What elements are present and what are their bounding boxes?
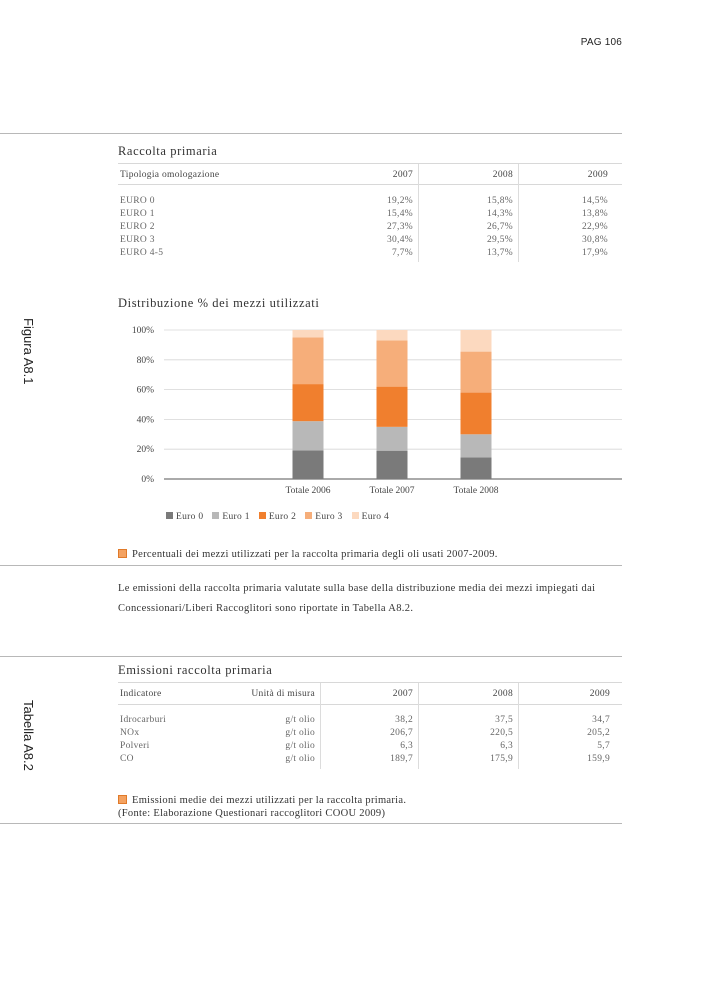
y-tick-label: 60% (136, 385, 154, 396)
table1-col-divider (418, 164, 419, 262)
section-divider (0, 565, 622, 566)
x-tick-label: Totale 2006 (285, 486, 331, 496)
table1-cell-value: 19,2% (386, 196, 413, 206)
section-divider (0, 133, 622, 134)
table2-header-2007: 2007 (392, 689, 413, 699)
bar-segment (377, 427, 408, 451)
y-tick-labels (132, 326, 154, 485)
table2-cell-label: Polveri (120, 741, 150, 751)
table1-cell-label: EURO 3 (120, 235, 155, 245)
table1-cell-label: EURO 0 (120, 196, 155, 206)
bar-segment (377, 330, 408, 340)
legend-swatch (212, 512, 219, 519)
body-paragraph (118, 579, 628, 619)
table2-col-divider (518, 683, 519, 769)
table1-cell-value: 17,9% (581, 248, 608, 258)
x-tick-labels (286, 486, 499, 496)
bar-segment (461, 457, 492, 479)
table2-header-2008: 2008 (492, 689, 513, 699)
legend-label: Euro 2 (268, 512, 297, 522)
table2-cell-value: 189,7 (390, 754, 413, 764)
table2-header-indicatore: Indicatore (120, 689, 162, 699)
paragraph-line-1: Le emissioni della raccolta primaria valutate sulla base della distribuzione media dei mezzi impiegati dai (118, 583, 596, 594)
figure-caption (118, 549, 498, 560)
y-tick-label: 20% (136, 445, 154, 456)
table2-col-divider (320, 683, 321, 769)
table2-cell-unit: g/t olio (285, 754, 315, 764)
table1-header-2007: 2007 (392, 170, 413, 180)
legend-item (305, 512, 342, 522)
section-divider (0, 656, 622, 657)
table1-col-divider (518, 164, 519, 262)
page-number: PAG 106 (580, 37, 622, 48)
table1-cell-value: 27,3% (386, 222, 413, 232)
section-divider (0, 823, 622, 824)
table1-cell-value: 13,7% (486, 248, 513, 258)
table1-cell-value: 30,8% (581, 235, 608, 245)
bar-segment (293, 330, 324, 337)
table2-cell-label: Idrocarburi (120, 715, 167, 725)
stacked-bar-chart (118, 318, 624, 500)
bar-segment (293, 421, 324, 450)
bar-segment (377, 387, 408, 427)
chart-bars (293, 330, 492, 479)
table1-header-2009: 2009 (587, 170, 608, 180)
bar-segment (461, 330, 492, 352)
legend-swatch (166, 512, 173, 519)
table1-cell-value: 15,4% (386, 209, 413, 219)
table1-cell-label: EURO 2 (120, 222, 155, 232)
table2-cell-value: 6,3 (500, 741, 513, 751)
legend-swatch (305, 512, 312, 519)
table1-cell-value: 30,4% (386, 235, 413, 245)
table2-caption-text: Emissioni medie dei mezzi utilizzati per la raccolta primaria. (132, 795, 407, 806)
table1-cell-value: 14,5% (581, 196, 608, 206)
table2-top-rule (118, 682, 622, 683)
table2-cell-value: 6,3 (400, 741, 413, 751)
table2-side-label: Tabella A8.2 (21, 700, 36, 771)
table2-cell-label: CO (120, 754, 134, 764)
legend-label: Euro 1 (222, 512, 250, 522)
bar-segment (377, 451, 408, 479)
legend-item (166, 512, 203, 522)
paragraph-line-2: Concessionari/Liberi Raccoglitori sono riportate in Tabella A8.2. (118, 603, 414, 614)
bar-segment (293, 384, 324, 421)
table1-cell-value: 29,5% (486, 235, 513, 245)
table2-cell-value: 38,2 (395, 715, 413, 725)
y-tick-label: 40% (136, 415, 154, 426)
table2-cell-value: 37,5 (495, 715, 513, 725)
legend-label: Euro 4 (361, 512, 390, 522)
table1-cell-value: 15,8% (486, 196, 513, 206)
table2-cell-value: 206,7 (390, 728, 413, 738)
y-tick-label: 80% (136, 355, 154, 366)
bar-segment (461, 352, 492, 393)
table2-cell-label: NOx (120, 728, 140, 738)
table1-cell-label: EURO 4-5 (120, 248, 164, 258)
figure-caption-text: Percentuali dei mezzi utilizzati per la raccolta primaria degli oli usati 2007-2009. (132, 549, 498, 560)
table2-cell-unit: g/t olio (285, 728, 315, 738)
table1-cell-value: 22,9% (581, 222, 608, 232)
table1-cell-value: 7,7% (392, 248, 413, 258)
figure-side-label: Figura A8.1 (21, 318, 36, 385)
table2-cell-value: 5,7 (597, 741, 610, 751)
table2-caption (118, 795, 406, 806)
legend-label: Euro 0 (176, 512, 204, 522)
chart-legend (166, 506, 398, 524)
table2-title: Emissioni raccolta primaria (118, 663, 273, 677)
legend-item (352, 512, 389, 522)
figure-title: Distribuzione % dei mezzi utilizzati (118, 296, 320, 310)
legend-item (212, 512, 249, 522)
table1-title: Raccolta primaria (118, 144, 218, 158)
table2-cell-unit: g/t olio (285, 715, 315, 725)
table1-top-rule (118, 163, 622, 164)
x-tick-label: Totale 2008 (453, 486, 499, 496)
table1-cell-label: EURO 1 (120, 209, 155, 219)
x-tick-label: Totale 2007 (369, 486, 415, 496)
table2-cell-value: 34,7 (592, 715, 610, 725)
y-tick-label: 0% (141, 475, 154, 485)
caption-marker-icon (118, 549, 127, 558)
table1-cell-value: 14,3% (486, 209, 513, 219)
legend-item (259, 512, 296, 522)
bar-segment (293, 450, 324, 479)
table1-cell-value: 26,7% (486, 222, 513, 232)
table2-cell-value: 220,5 (490, 728, 513, 738)
table1-header-rule (118, 184, 622, 185)
bar-segment (377, 340, 408, 386)
bar-segment (461, 393, 492, 435)
table2-source: (Fonte: Elaborazione Questionari raccoglitori COOU 2009) (118, 808, 386, 819)
y-tick-label: 100% (131, 326, 154, 336)
bar-segment (293, 337, 324, 384)
table2-col-divider (418, 683, 419, 769)
table1-cell-value: 13,8% (581, 209, 608, 219)
table2-header-unita: Unità di misura (251, 689, 315, 699)
table2-cell-value: 159,9 (587, 754, 610, 764)
table1-header-tipologia: Tipologia omologazione (120, 170, 220, 180)
table2-cell-unit: g/t olio (285, 741, 315, 751)
table2-cell-value: 205,2 (587, 728, 610, 738)
table2-cell-value: 175,9 (490, 754, 513, 764)
table1-header-2008: 2008 (492, 170, 513, 180)
caption-marker-icon (118, 795, 127, 804)
legend-swatch (352, 512, 359, 519)
table2-header-2009: 2009 (589, 689, 610, 699)
bar-segment (461, 434, 492, 457)
table2-header-rule (118, 704, 622, 705)
legend-label: Euro 3 (315, 512, 343, 522)
legend-swatch (259, 512, 266, 519)
